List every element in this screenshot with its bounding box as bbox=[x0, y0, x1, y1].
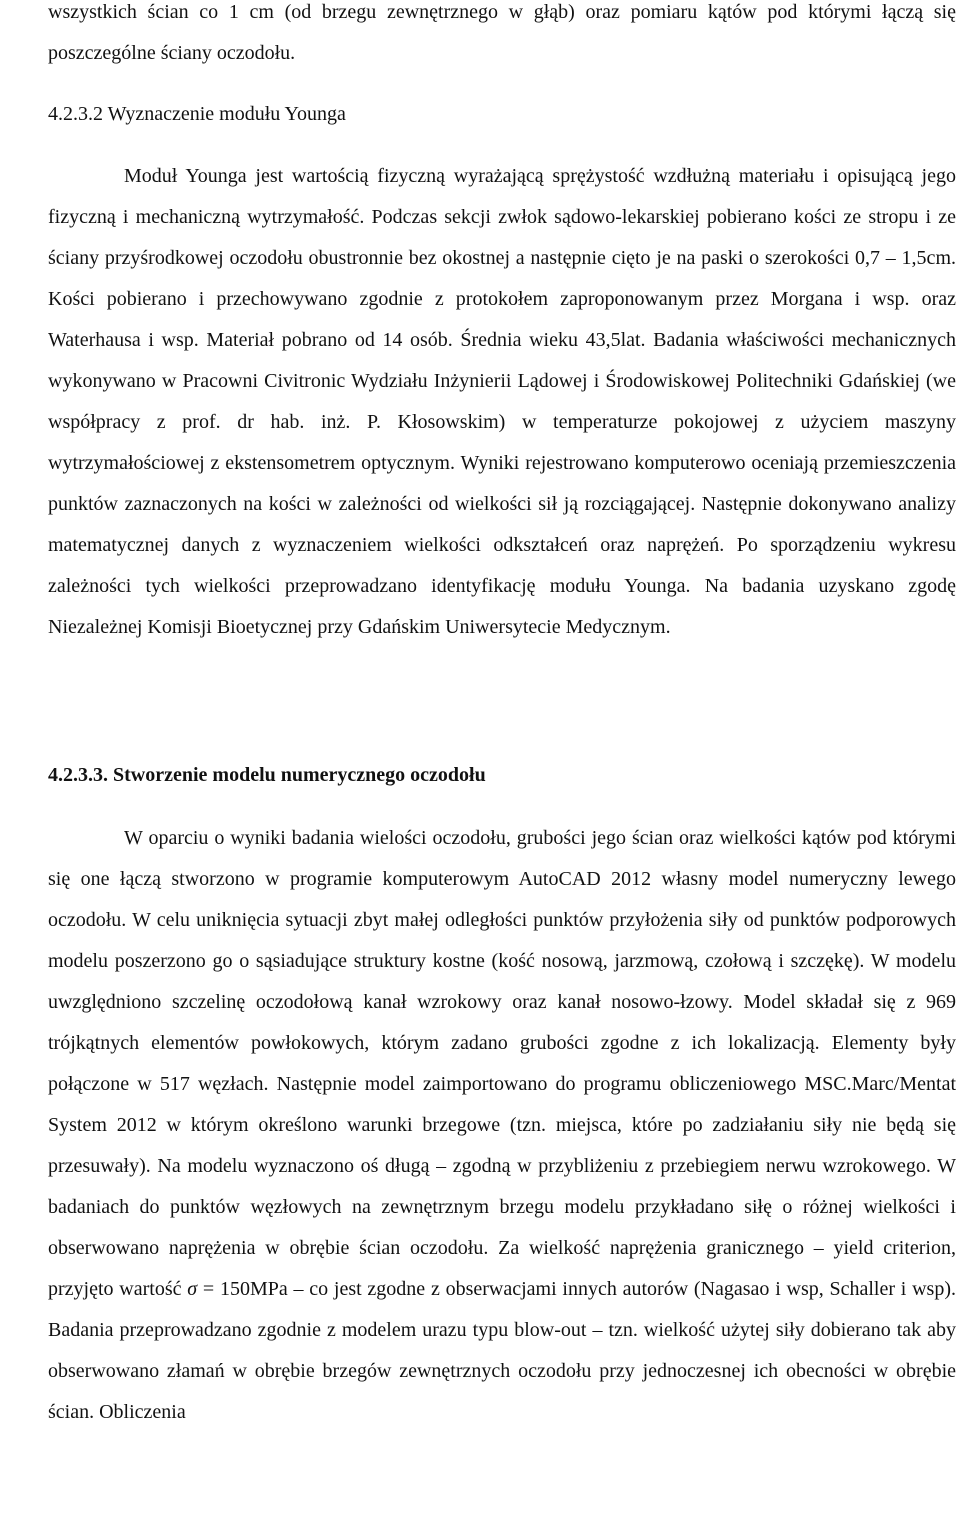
paragraph-text-part-2: = 150MPa – co jest zgodne z obserwacjami innych autorów (Nagasao i wsp, Schaller i wsp). Badania przeprowadzano zgodnie z modelem urazu typu blow-out – tzn. wielkość użytej siły dobierano tak aby obserwowano złamań w obrębie brzegów zewnętrznych oczodołu przy jednoczesnej ich obecności w obrębie ścian. Obliczenia bbox=[48, 1278, 956, 1423]
section-title: Stworzenie modelu numerycznego oczodołu bbox=[113, 764, 486, 786]
paragraph-text-part-1: W oparciu o wyniki badania wielości oczodołu, grubości jego ścian oraz wielkości kątów pod którymi się one łączą stworzono w programie komputerowym AutoCAD 2012 własny model numeryczny lewego oczodołu. W celu uniknięcia sytuacji zbyt małej odległości punktów przyłożenia siły od punktów podporowych modelu poszerzono go o sąsiadujące struktury kostne (kość nosową, jarzmową, czołową i szczękę). W modelu uwzględniono szczelinę oczodołową kanał wzrokowy oraz kanał nosowo-łzowy. Model składał się z 969 trójkątnych elementów powłokowych, którym zadano grubości zgodne z ich lokalizacją. Elementy były połączone w 517 węzłach. Następnie model zaimportowano do programu obliczeniowego MSC.Marc/Mentat System 2012 w którym określono warunki brzegowe (tzn. miejsca, które po zadziałaniu siły nie będą się przesuwały). Na modelu wyznaczono oś długą – zgodną w przybliżeniu z przebiegiem nerwu wzrokowego. W badaniach do punktów węzłowych na zewnętrznym brzegu modelu przykładano siłę o różnej wielkości i obserwowano naprężenia w obrębie ścian oczodołu. Za wielkość naprężenia granicznego – yield criterion, przyjęto wartość bbox=[48, 827, 956, 1300]
paragraph-continuation: wszystkich ścian co 1 cm (od brzegu zewnętrznego w głąb) oraz pomiaru kątów pod którymi łączą się poszczególne ściany oczodołu. bbox=[48, 1, 956, 64]
section-number: 4.2.3.3. bbox=[48, 764, 108, 786]
section-heading-numerical-model bbox=[48, 755, 486, 796]
sigma-symbol: σ bbox=[187, 1278, 198, 1300]
paragraph-young-modulus: Moduł Younga jest wartością fizyczną wyrażającą sprężystość wzdłużną materiału i opisującą jego fizyczną i mechaniczną wytrzymałość. Podczas sekcji zwłok sądowo-lekarskiej pobierano kości ze stropu i ze ściany przyśrodkowej oczodołu obustronnie bez okostnej a następnie cięto je na paski o szerokości 0,7 – 1,5cm. Kości pobierano i przechowywano zgodnie z protokołem zaproponowanym przez Morgana i wsp. oraz Waterhausa i wsp. Materiał pobrano od 14 osób. Średnia wieku 43,5lat. Badania właściwości mechanicznych wykonywano w Pracowni Civitronic Wydziału Inżynierii Lądowej i Środowiskowej Politechniki Gdańskiej (we współpracy z prof. dr hab. inż. P. Kłosowskim) w temperaturze pokojowej z użyciem maszyny wytrzymałościowej z ekstensometrem optycznym. Wyniki rejestrowano komputerowo oceniają przemieszczenia punktów zaznaczonych na kości w zależności od wielkości sił ją rozciągającej. Następnie dokonywano analizy matematycznej danych z wyznaczeniem wielkości odkształceń oraz naprężeń. Po sporządzeniu wykresu zależności tych wielkości przeprowadzano identyfikację modułu Younga. Na badania uzyskano zgodę Niezależnej Komisji Bioetycznej przy Gdańskim Uniwersytecie Medycznym. bbox=[48, 165, 956, 638]
paragraph-numerical-model bbox=[48, 818, 956, 1433]
section-heading-young-modulus: 4.2.3.2 Wyznaczenie modułu Younga bbox=[48, 103, 346, 125]
